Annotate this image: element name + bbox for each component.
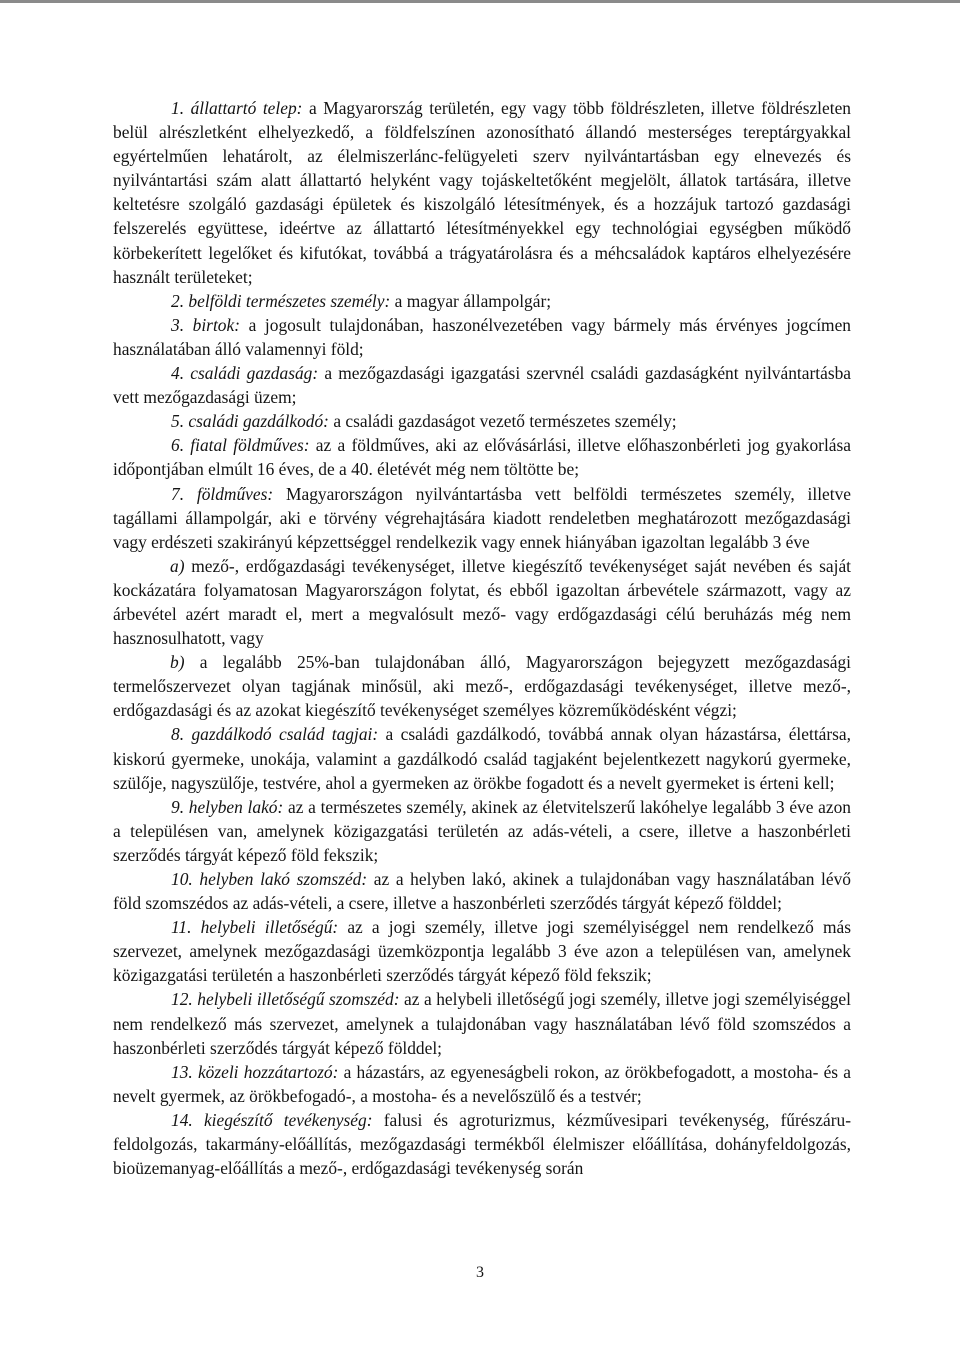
definition-number: 2. — [171, 290, 185, 311]
definition-text: a családi gazdaságot vezető természetes személy; — [328, 411, 677, 432]
definition-term: kiegészítő tevékenység: — [203, 1109, 373, 1130]
definition-term: helyben lakó szomszéd: — [199, 869, 368, 889]
definition-13 — [113, 1060, 851, 1108]
definition-text: az a jogi személy, illetve jogi személyiséggel nem rendelkező más szervezet, amelynek mezőgazdasági üzemközpontja legalább 3 éve azon a településen van, amelynek közigazgatási területén a haszonbérleti szerződés tárgyát képező föld fekszik; — [113, 917, 851, 986]
subpoint-b — [113, 650, 851, 722]
definition-text: az a természetes személy, akinek az életvitelszerű lakóhelye legalább 3 éve azon a településen van, amelynek közigazgatási területén az adás-vételi, a csere, illetve a haszonbérleti szerződés tárgyát képező föld fekszik; — [113, 796, 851, 865]
definition-text: az a földműves, aki az elővásárlási, illetve előhaszonbérleti jog gyakorlása időpontjában elmúlt 16 éves, de a 40. életévét még nem töltötte be; — [113, 435, 851, 480]
definition-number: 14. — [171, 1109, 193, 1130]
definition-text: falusi és agroturizmus, kézművesipari tevékenység, fűrészáru-feldolgozás, takarmány-előállítás, mezőgazdasági termékből élelmiszer előállítása, dohányfeldolgozás, bioüzemanyag-előállítás a mező-, erdőgazdasági tevékenység során — [113, 1109, 851, 1179]
definition-7 — [113, 482, 851, 554]
document-body — [113, 96, 851, 1180]
definition-number: 3. — [171, 314, 185, 335]
definition-number: 6. — [171, 435, 185, 456]
definition-term: családi gazdaság: — [190, 363, 319, 384]
definition-term: fiatal földműves: — [190, 435, 310, 456]
definition-10 — [113, 867, 851, 915]
definition-5 — [113, 409, 851, 433]
definition-term: helybeli illetőségű: — [200, 917, 339, 938]
definition-11 — [113, 915, 851, 987]
definition-text: a jogosult tulajdonában, haszonélvezetében vagy bármely más érvényes jogcímen használatában álló valamennyi föld; — [113, 314, 851, 359]
definition-8 — [113, 722, 851, 794]
definition-number: 4. — [171, 363, 185, 384]
definition-text: az a helybeli illetőségű jogi személy, illetve jogi személyiséggel nem rendelkező más szervezet, amelynek a tulajdonában vagy használatában lévő föld szomszédos a haszonbérleti szerződés tárgyát képező földdel; — [113, 989, 851, 1058]
definition-term: közeli hozzátartozó: — [197, 1061, 339, 1082]
definition-6 — [113, 433, 851, 481]
definition-term: belföldi természetes személy: — [188, 290, 391, 311]
definition-number: 12. — [171, 989, 193, 1010]
subpoint-text: mező-, erdőgazdasági tevékenységet, illetve kiegészítő tevékenységet saját nevében és saját kockázatára folyamatosan Magyarországon folytat, és ebből igazoltan árbevétele származott, vagy az árbevétel azért maradt el, mert a megvalósult mező- vagy erdőgazdasági célú beruházás még nem hasznosulhatott, vagy — [113, 555, 851, 649]
definition-number: 11. — [171, 917, 192, 938]
definition-text: a magyar állampolgár; — [390, 290, 552, 311]
definition-number: 7. — [171, 483, 185, 504]
definition-number: 9. — [171, 796, 185, 817]
definition-text: a házastárs, az egyeneságbeli rokon, az örökbefogadott, a mostoha- és a nevelt gyermek, az örökbefogadó-, a mostoha- és a nevelőszülő és a testvér; — [113, 1061, 851, 1106]
definition-number: 1. — [171, 98, 185, 118]
definition-term: gazdálkodó család tagjai: — [191, 724, 379, 745]
definition-term: helybeli illetőségű szomszéd: — [197, 989, 400, 1010]
definition-term: családi gazdálkodó: — [188, 411, 329, 432]
subpoint-text: a legalább 25%-ban tulajdonában álló, Magyarországon bejegyzett mezőgazdasági termelőszervezet olyan tagjának minősül, aki mező-, erdőgazdasági tevékenységet, illetve mező-, erdőgazdasági és az azokat kiegészítő tevékenységet személyes közreműködésként végzi; — [113, 652, 851, 721]
definition-number: 5. — [171, 411, 185, 432]
definition-2 — [113, 289, 851, 313]
definition-12 — [113, 987, 851, 1059]
definition-14 — [113, 1108, 851, 1180]
definition-number: 8. — [171, 724, 185, 745]
definition-text: a mezőgazdasági igazgatási szervnél családi gazdaságként nyilvántartásba vett mezőgazdasági üzem; — [113, 363, 851, 408]
subpoint-a — [113, 554, 851, 650]
definition-4 — [113, 361, 851, 409]
definition-text: a családi gazdálkodó, továbbá annak olyan házastársa, élettársa, kiskorú gyermeke, unokája, valamint a gazdálkodó család tagjaként bejelentkezett nagykorú gyermeke, szülője, nagyszülője, testvére, ahol a gyermeken az örökbe fogadott és a nevelt gyermeket is érteni kell; — [113, 724, 851, 793]
definition-text: Magyarországon nyilvántartásba vett belföldi természetes személy, illetve tagállami állampolgár, aki e törvény végrehajtására kiadott rendeletben meghatározott mezőgazdasági vagy erdészeti szakirányú képzettséggel rendelkezik vagy ennek hiányában igazoltan legalább 3 éve — [113, 483, 851, 552]
definition-3 — [113, 313, 851, 361]
subpoint-label: a) — [170, 555, 185, 576]
definition-9 — [113, 795, 851, 867]
definition-term: helyben lakó: — [188, 796, 284, 817]
definition-number: 10. — [171, 869, 193, 889]
scan-top-edge — [0, 0, 960, 3]
definition-term: földműves: — [196, 483, 274, 504]
definition-1 — [113, 96, 851, 289]
definition-text: az a helyben lakó, akinek a tulajdonában vagy használatában lévő föld szomszédos az adás-vételi, a csere, illetve a haszonbérleti szerződés tárgyát képező földdel; — [113, 869, 851, 914]
definition-term: birtok: — [192, 314, 240, 335]
definition-term: állattartó telep: — [190, 98, 303, 118]
definition-number: 13. — [171, 1061, 193, 1082]
page-number: 3 — [476, 1264, 484, 1281]
definition-text: a Magyarország területén, egy vagy több földrészleten, illetve földrészleten belül alrészletként elhelyezkedő, a földfelszínen azonosítható állandó mesterséges tereptárgyakkal egyértelműen lehatárolt, az élelmiszerlánc-felügyeleti szerv nyilvántartásban egy elnevezés és nyilvántartási szám alatt állattartó helyként vagy tojáskeltetőként megjelölt, állatok tartására, illetve keltetésre szolgáló gazdasági épületek és kiszolgáló létesítmények, és a hozzájuk tartozó gazdasági felszerelés együttese, ideértve az állattartó létesítményekkel egy technológiai egységben működő körbekerített legelőket és kifutókat, továbbá a trágyatárolásra és a méhcsaládok kaptáros elhelyezésére használt területeket; — [113, 98, 851, 287]
subpoint-label: b) — [170, 652, 185, 673]
